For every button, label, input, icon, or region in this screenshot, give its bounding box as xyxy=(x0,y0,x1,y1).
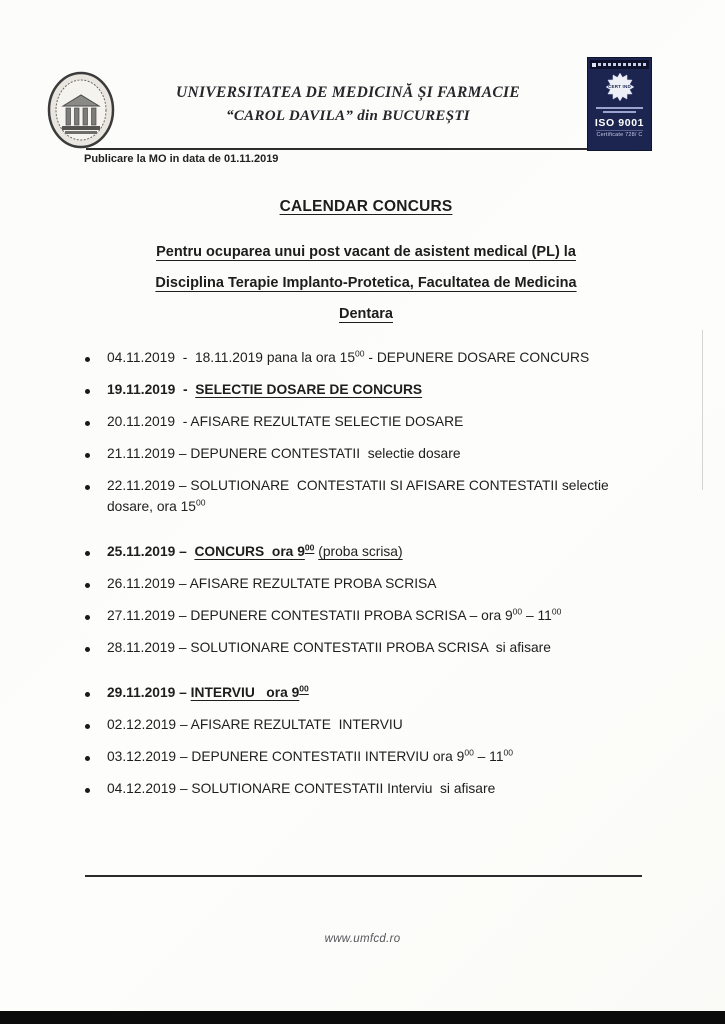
list-item-text: 04.11.2019 - 18.11.2019 pana la ora $15^{00}$ - DEPUNERE DOSARE CONCURS xyxy=(107,348,590,365)
list-item xyxy=(85,605,647,626)
badge-text-line xyxy=(596,107,643,109)
bullet-icon xyxy=(85,541,107,562)
bullet-icon xyxy=(85,778,107,799)
bullet-icon xyxy=(85,379,107,400)
list-item xyxy=(85,443,647,464)
publication-note: Publicare la MO in data de 01.11.2019 xyxy=(84,153,279,165)
list-item-text: 22.11.2019 – SOLUTIONARE CONTESTATII SI AFISARE CONTESTATII selectie dosare, ora $15^{00}$ xyxy=(107,478,609,514)
list-item-text: 02.12.2019 – AFISARE REZULTATE INTERVIU xyxy=(107,717,403,732)
list-item xyxy=(85,347,647,368)
bullet-icon xyxy=(85,475,107,517)
list-item-text: 21.11.2019 – DEPUNERE CONTESTATII selectie dosare xyxy=(107,446,461,461)
iso-certification-badge xyxy=(588,58,651,150)
subtitle-line: Dentara xyxy=(339,306,393,322)
university-name-line2: “CAROL DAVILA” din BUCUREȘTI xyxy=(226,108,470,124)
list-item xyxy=(85,475,647,517)
list-item xyxy=(85,637,647,658)
badge-text-lines xyxy=(596,105,643,115)
bullet-icon xyxy=(85,714,107,735)
calendar-group xyxy=(85,347,647,517)
list-item-text: 27.11.2019 – DEPUNERE CONTESTATII PROBA SCRISA – ora $9^{00} - 11^{00}$ xyxy=(107,606,562,623)
list-item-text: 03.12.2019 – DEPUNERE CONTESTATII INTERVIU ora $9^{00} - 11^{00}$ xyxy=(107,747,514,764)
badge-text-line xyxy=(603,111,636,113)
bullet-icon xyxy=(85,573,107,594)
document-body xyxy=(85,198,647,810)
bullet-icon xyxy=(85,605,107,626)
list-item xyxy=(85,411,647,432)
list-item-text: 25.11.2019 – CONCURS ora $9^{00}$ (proba scrisa) xyxy=(107,542,403,559)
bullet-icon xyxy=(85,411,107,432)
footer-divider xyxy=(85,875,642,877)
website-url: www.umfcd.ro xyxy=(324,933,401,945)
university-name-line1: UNIVERSITATEA DE MEDICINĂ ȘI FARMACIE xyxy=(176,84,520,101)
iso-9001-label: ISO 9001 xyxy=(594,117,645,129)
header-divider xyxy=(86,148,593,150)
university-name xyxy=(128,84,568,125)
university-crest-icon xyxy=(46,70,116,150)
university-logo xyxy=(46,70,116,150)
calendar-group xyxy=(85,541,647,658)
bullet-icon xyxy=(85,637,107,658)
cert-ind-label: CERT IND xyxy=(608,84,631,89)
document-subtitle xyxy=(85,237,647,330)
calendar-group xyxy=(85,682,647,799)
bullet-icon xyxy=(85,682,107,703)
list-item xyxy=(85,746,647,767)
list-item xyxy=(85,682,647,703)
subtitle-line: Pentru ocuparea unui post vacant de asistent medical (PL) la xyxy=(156,244,576,260)
calendar-list xyxy=(85,347,647,799)
document-title: CALENDAR CONCURS xyxy=(279,198,453,215)
list-item xyxy=(85,573,647,594)
scan-artifact xyxy=(702,330,703,490)
list-item-text: 29.11.2019 – INTERVIU ora $9^{00}$ xyxy=(107,683,309,700)
list-item xyxy=(85,778,647,799)
bullet-icon xyxy=(85,746,107,767)
bullet-icon xyxy=(85,443,107,464)
bullet-icon xyxy=(85,347,107,368)
cert-ind-logo xyxy=(605,72,635,102)
list-item-text: 19.11.2019 - SELECTIE DOSARE DE CONCURS xyxy=(107,382,423,397)
subtitle-line: Disciplina Terapie Implanto-Protetica, Facultatea de Medicina xyxy=(155,275,577,291)
badge-fine-print xyxy=(590,60,649,69)
badge-fine-print-lines xyxy=(598,63,647,66)
badge-square-icon xyxy=(592,63,596,67)
list-item xyxy=(85,379,647,400)
list-item xyxy=(85,714,647,735)
list-item-text: 26.11.2019 – AFISARE REZULTATE PROBA SCRISA xyxy=(107,576,437,591)
list-item-text: 04.12.2019 – SOLUTIONARE CONTESTATII Interviu si afisare xyxy=(107,781,496,796)
list-item xyxy=(85,541,647,562)
certificate-number: Certificate 728/ C xyxy=(596,132,643,138)
list-item-text: 28.11.2019 – SOLUTIONARE CONTESTATII PROBA SCRISA si afisare xyxy=(107,640,551,655)
list-item-text: 20.11.2019 - AFISARE REZULTATE SELECTIE DOSARE xyxy=(107,414,464,429)
scan-artifact-bottom-bar xyxy=(0,1011,725,1024)
